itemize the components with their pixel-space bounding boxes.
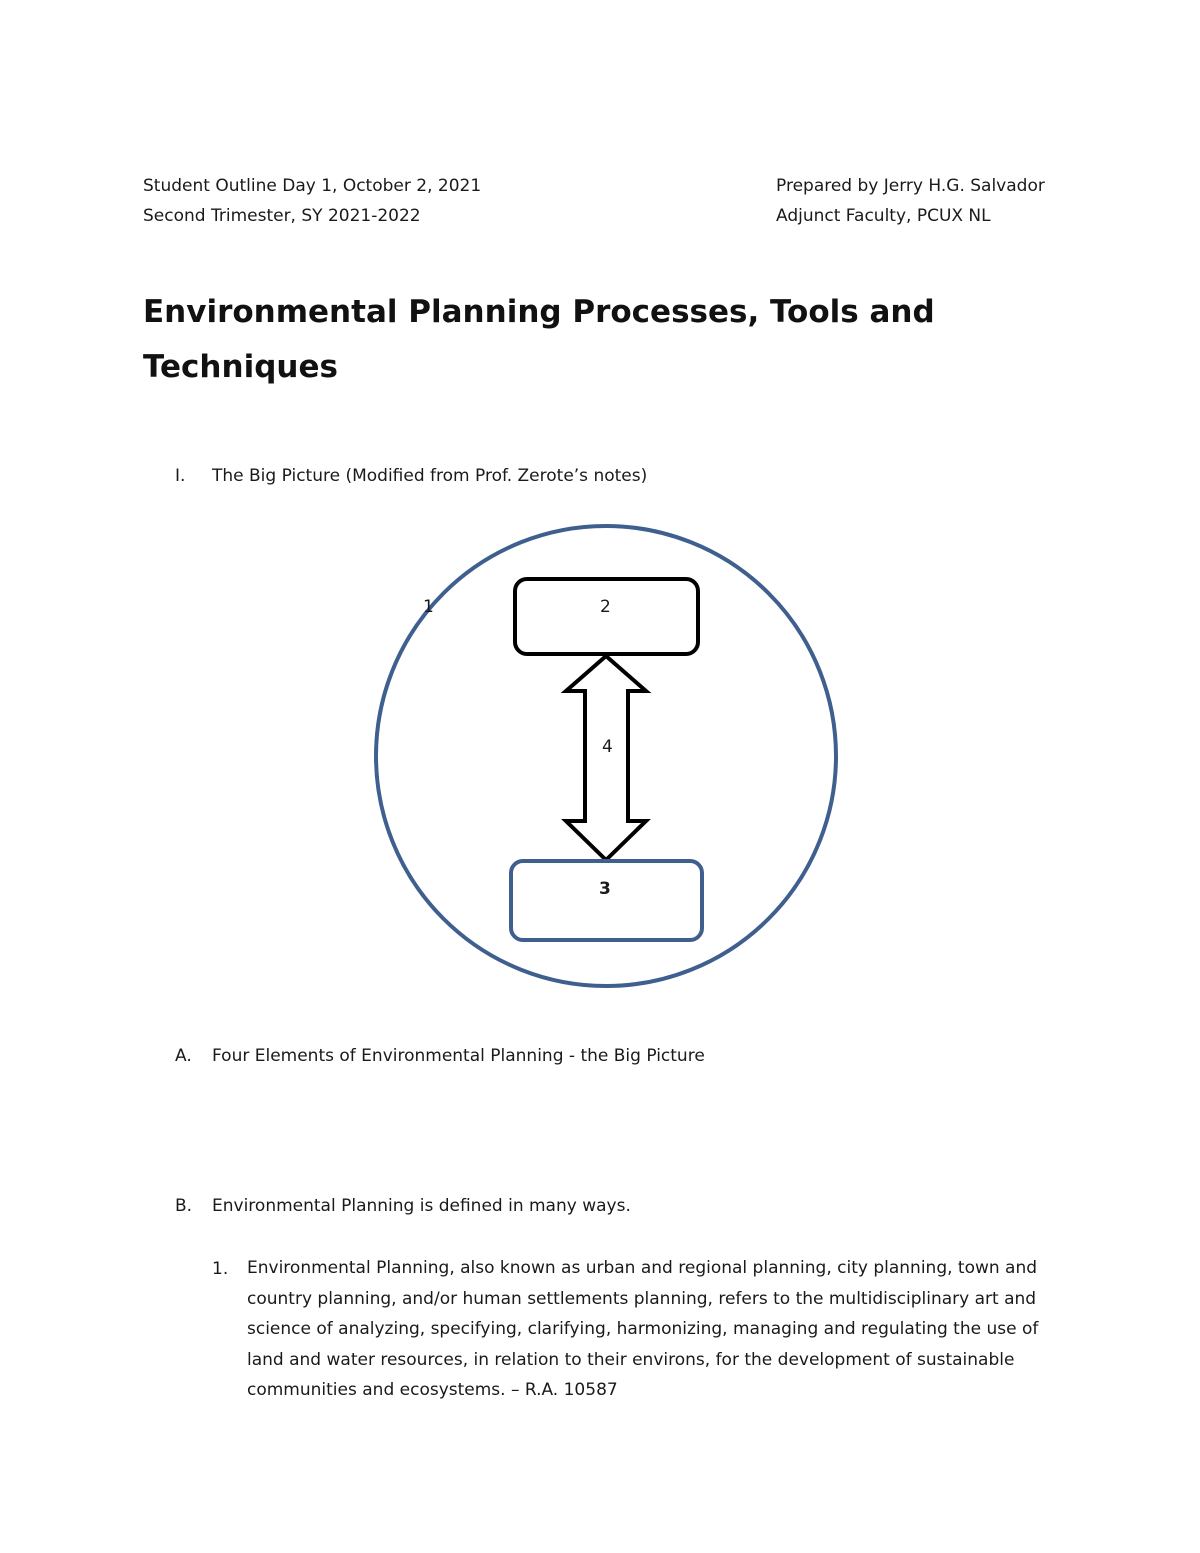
section-1-heading: The Big Picture (Modified from Prof. Zerote’s notes) [212, 466, 648, 486]
item-b-text: Environmental Planning is defined in many ways. [212, 1196, 631, 1216]
item-b-marker: B. [175, 1196, 193, 1216]
page-title: Environmental Planning Processes, Tools and Techniques [143, 294, 935, 385]
item-a-marker: A. [175, 1046, 192, 1066]
header-right-line-2: Adjunct Faculty, PCUX NL [776, 206, 991, 226]
item-a-text: Four Elements of Environmental Planning - the Big Picture [212, 1046, 705, 1066]
diagram-label-1: 1 [423, 597, 434, 617]
diagram-label-2: 2 [600, 597, 611, 617]
header-left-line-2: Second Trimester, SY 2021-2022 [143, 206, 421, 226]
diagram-label-3: 3 [599, 879, 611, 899]
diagram-label-4: 4 [602, 737, 613, 757]
item-b1-marker: 1. [212, 1259, 229, 1279]
section-1-marker: I. [175, 466, 186, 486]
item-b1-paragraph: Environmental Planning, also known as urban and regional planning, city planning, town and country planning, and/or human settlements planning, refers to the multidisciplinary art and science of analyzing, specifying, clarifying, harmonizing, managing and regulating the use of land and water resources, in relation to their environs, for the development of sustainable communities and ecosystems. – R.A. 10587 [247, 1258, 1039, 1400]
diagram-box-3 [511, 861, 702, 940]
header-right-line-1: Prepared by Jerry H.G. Salvador [776, 176, 1045, 196]
diagram-double-arrow-4 [566, 656, 646, 860]
header-left-line-1: Student Outline Day 1, October 2, 2021 [143, 176, 482, 196]
